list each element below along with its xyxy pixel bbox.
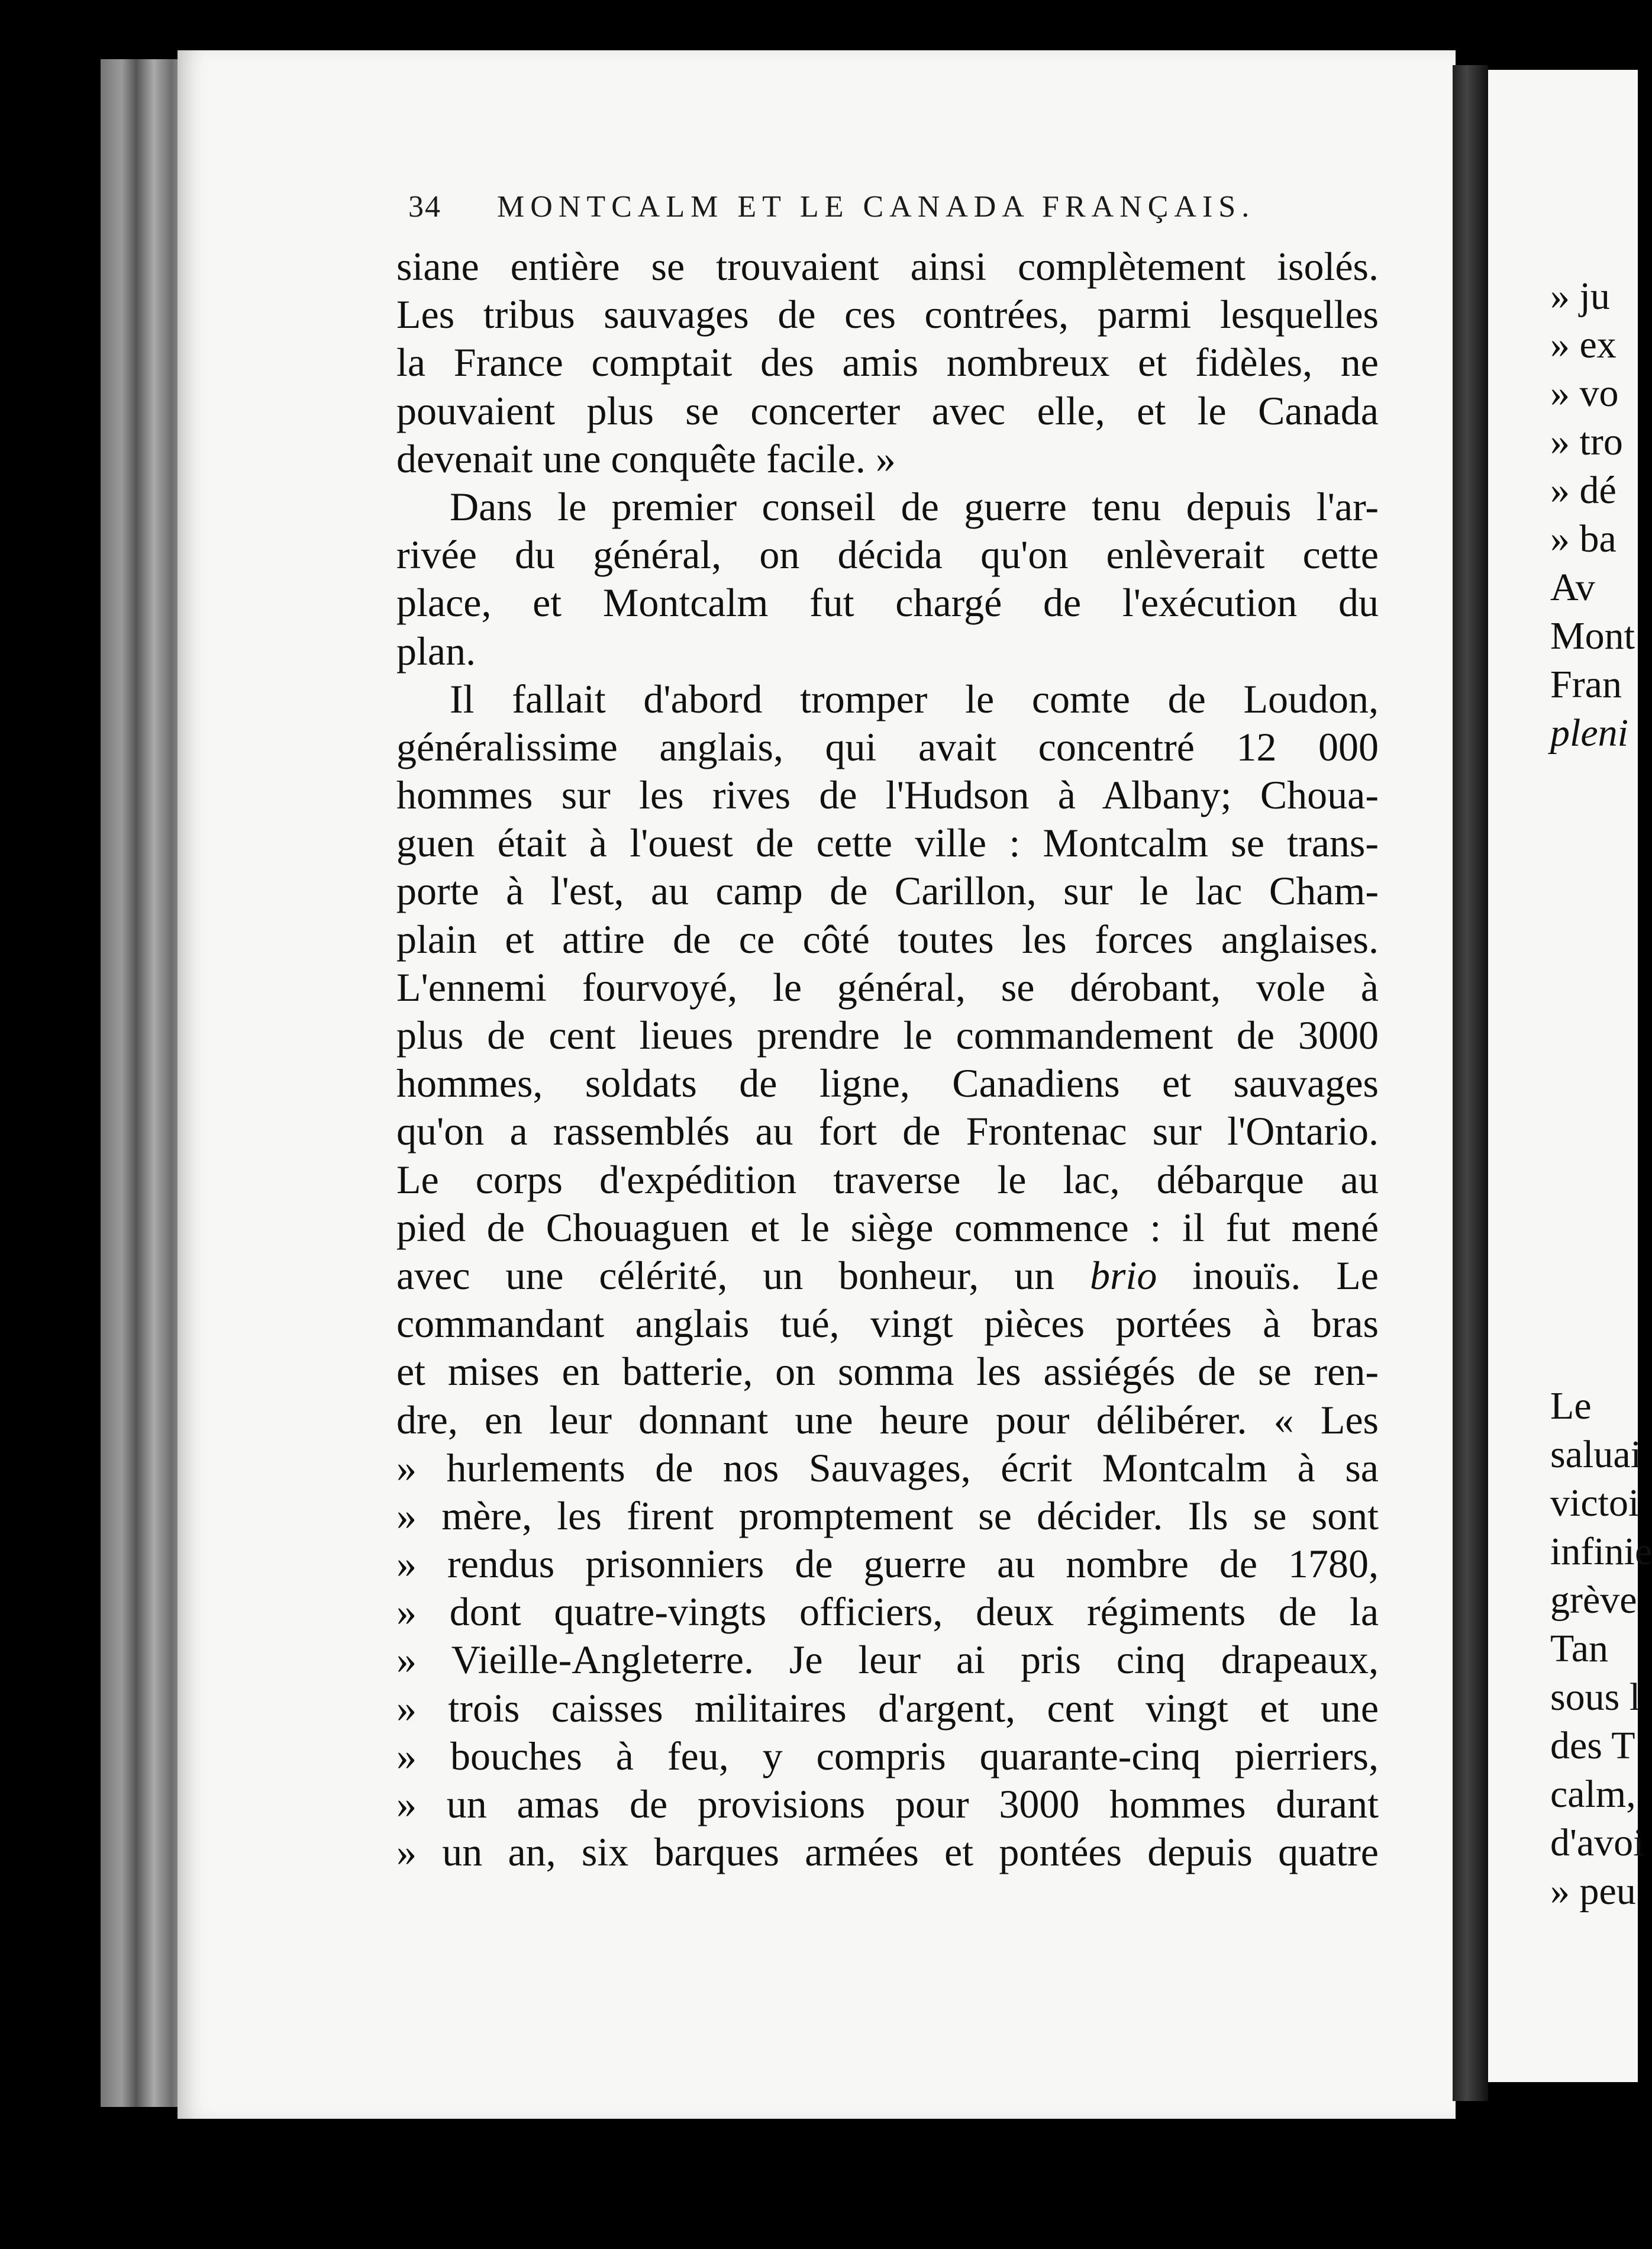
right-text-fragment: » ba — [1550, 517, 1616, 560]
right-text-fragment: Le — [1550, 1384, 1592, 1428]
text-line: hommes sur les rives de l'Hudson à Albany; Choua- — [396, 772, 1379, 818]
text-line: plain et attire de ce côté toutes les forces anglaises. — [396, 916, 1379, 962]
right-text-fragment: » tro — [1550, 420, 1623, 463]
text-line: » un an, six barques armées et pontées depuis quatre — [396, 1829, 1379, 1875]
right-text-fragment: grève — [1550, 1578, 1637, 1622]
right-text-fragment: d'avoi — [1550, 1821, 1644, 1864]
right-text-fragment: » ex — [1550, 323, 1616, 366]
right-text-fragment: calm, — [1550, 1773, 1636, 1816]
running-header-title: MONTCALM ET LE CANADA FRANÇAIS. — [497, 190, 1256, 224]
text-line: Les tribus sauvages de ces contrées, parmi lesquelles — [396, 292, 1379, 337]
text-line: guen était à l'ouest de cette ville : Montcalm se trans- — [396, 820, 1379, 866]
text-line: plus de cent lieues prendre le commandement de 3000 — [396, 1013, 1379, 1058]
text-line: avec une célérité, un bonheur, un brio inouïs. Le — [396, 1252, 1379, 1298]
text-line: pouvaient plus se concerter avec elle, et le Canada — [396, 388, 1379, 433]
right-text-fragment: Av — [1550, 566, 1595, 609]
text-line: Le corps d'expédition traverse le lac, débarque au — [396, 1156, 1379, 1202]
text-line: plan. — [396, 628, 476, 674]
text-line: la France comptait des amis nombreux et fidèles, ne — [396, 340, 1379, 385]
text-line: L'ennemi fourvoyé, le général, se dérobant, vole à — [396, 964, 1379, 1010]
right-text-fragment: des T — [1550, 1724, 1635, 1767]
text-line: généralissime anglais, qui avait concentré 12 000 — [396, 724, 1379, 769]
text-line: pied de Chouaguen et le siège commence : il fut mené — [396, 1204, 1379, 1250]
text-line: devenait une conquête facile. » — [396, 436, 896, 481]
right-text-fragment: » ju — [1550, 275, 1610, 318]
right-text-fragment: Mont — [1550, 614, 1635, 658]
right-page-text-block-1 — [1550, 272, 1645, 758]
right-text-fragment: pleni — [1550, 711, 1628, 755]
right-text-fragment: » peu — [1550, 1870, 1636, 1913]
text-line: » un amas de provisions pour 3000 hommes durant — [396, 1781, 1379, 1826]
text-line: rivée du général, on décida qu'on enlèverait cette — [396, 532, 1379, 578]
text-line: porte à l'est, au camp de Carillon, sur le lac Cham- — [396, 868, 1379, 914]
text-line: » trois caisses militaires d'argent, cent vingt et une — [396, 1685, 1379, 1731]
text-line: dre, en leur donnant une heure pour délibérer. « Les — [396, 1397, 1379, 1442]
text-line: » rendus prisonniers de guerre au nombre de 1780, — [396, 1541, 1379, 1587]
text-line: » bouches à feu, y compris quarante-cinq pierriers, — [396, 1733, 1379, 1778]
right-text-fragment: » dé — [1550, 469, 1616, 512]
body-text — [396, 243, 1379, 1876]
text-line: place, et Montcalm fut chargé de l'exécution du — [396, 580, 1379, 626]
text-line: commandant anglais tué, vingt pièces portées à bras — [396, 1301, 1379, 1346]
right-page-text-block-2 — [1550, 1382, 1652, 1916]
text-line: siane entière se trouvaient ainsi complètement isolés. — [396, 244, 1379, 289]
book-gutter — [1453, 65, 1488, 2101]
right-text-fragment: » vo — [1550, 372, 1619, 415]
page-number: 34 — [408, 190, 441, 224]
right-text-fragment: saluai — [1550, 1433, 1641, 1476]
text-line: qu'on a rassemblés au fort de Frontenac sur l'Ontario. — [396, 1109, 1379, 1154]
text-line: » hurlements de nos Sauvages, écrit Montcalm à sa — [396, 1445, 1379, 1490]
right-text-fragment: sous l — [1550, 1676, 1641, 1719]
text-line: hommes, soldats de ligne, Canadiens et sauvages — [396, 1061, 1379, 1106]
text-line: » mère, les firent promptement se décider. Ils se sont — [396, 1493, 1379, 1538]
right-text-fragment: victoi — [1550, 1481, 1640, 1525]
text-line: et mises en batterie, on somma les assiégés de se ren- — [396, 1349, 1379, 1394]
text-line: Dans le premier conseil de guerre tenu depuis l'ar- — [450, 484, 1379, 529]
text-line: » dont quatre-vingts officiers, deux régiments de la — [396, 1589, 1379, 1635]
right-text-fragment: Tan — [1550, 1627, 1609, 1670]
right-text-fragment: Fran — [1550, 663, 1622, 706]
text-line: » Vieille-Angleterre. Je leur ai pris cinq drapeaux, — [396, 1637, 1379, 1683]
text-line: Il fallait d'abord tromper le comte de Loudon, — [450, 676, 1379, 721]
right-text-fragment: infinie — [1550, 1530, 1652, 1573]
running-header — [408, 189, 1290, 224]
